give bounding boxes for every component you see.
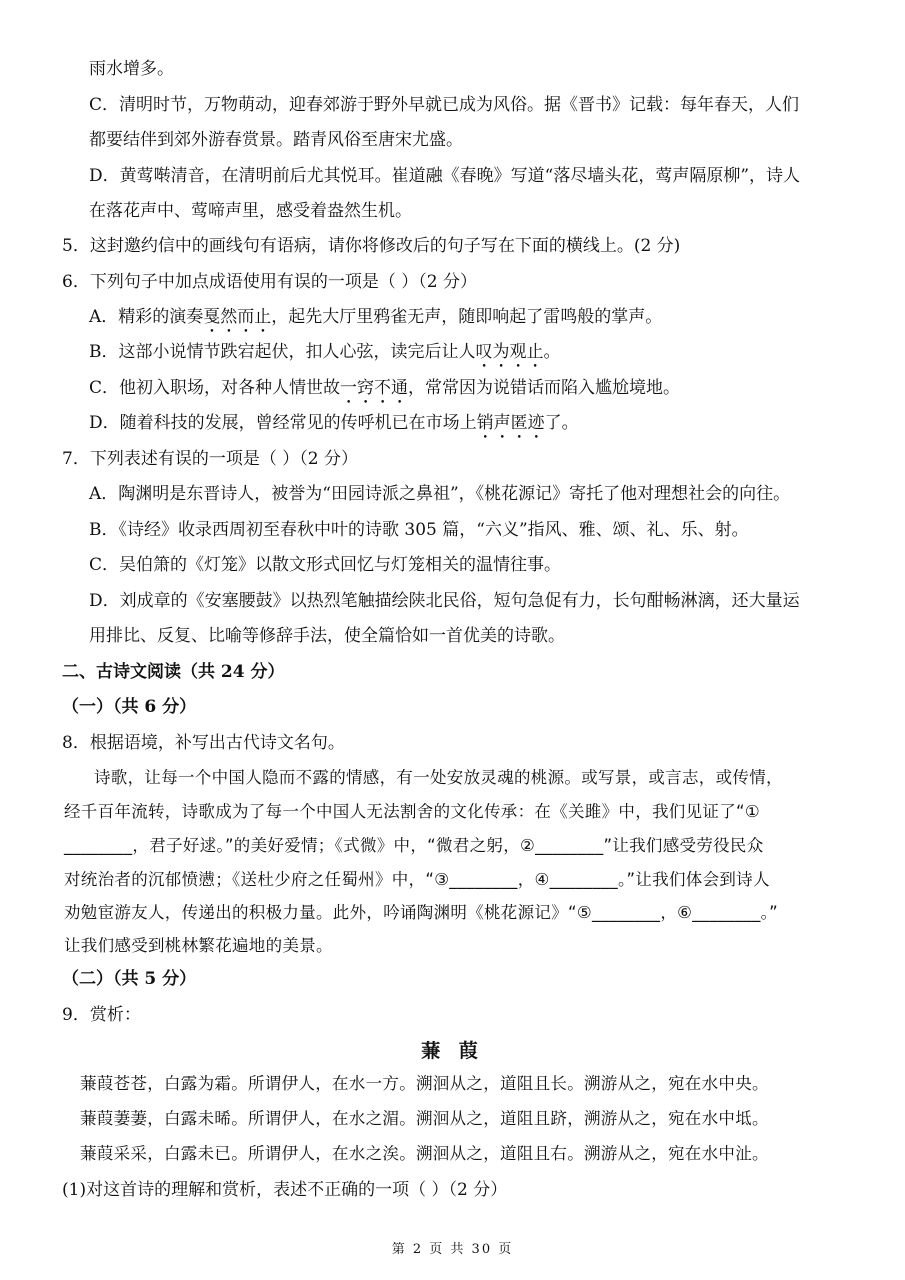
q6-d-idiom: 销声匿迹 <box>476 413 545 433</box>
q8-passage-line2: 经千百年流转，诗歌成为了每一个中国人无法割舍的文化传承：在《关雎》中，我们见证了“① <box>64 802 760 821</box>
q6-option-c <box>89 376 680 408</box>
q8-passage-line1: 诗歌，让每一个中国人隐而不露的情感，有一处安放灵魂的桃源。或写景，或言志，或传情， <box>94 768 783 787</box>
page-number: 第 2 页 共 30 页 <box>391 1242 514 1257</box>
q7-stem: 7．下列表述有误的一项是（ ）（2 分） <box>62 449 358 469</box>
q7-option-d-line1: D．刘成章的《安塞腰鼓》以热烈笔触描绘陕北民俗，短句急促有力，长句酣畅淋漓，还大量运 <box>89 591 800 611</box>
section2-part2: （二）（共 5 分） <box>62 969 197 989</box>
poem-title: 蒹 葭 <box>421 1040 484 1062</box>
q6-c-post: ，常常因为说错话而陷入尴尬境地。 <box>408 378 681 398</box>
q6-option-d <box>89 411 579 443</box>
poem-stanza1: 蒹葭苍苍，白露为霜。所谓伊人，在水一方。溯洄从之，道阻且长。溯游从之，宛在水中央。 <box>80 1074 769 1093</box>
q8-passage-line3: ________，君子好逑。”的美好爱情；《式微》中，“微君之躬，②________”让我们感受劳役民众 <box>64 836 764 855</box>
q7-option-c: C．吴伯箫的《灯笼》以散文形式回忆与灯笼相关的温情往事。 <box>89 555 562 575</box>
q6-a-post: ，起先大厅里鸦雀无声，随即响起了雷鸣般的掌声。 <box>271 307 663 327</box>
q8-passage-line4: 对统治者的沉郁愤懑；《送杜少府之任蜀州》中，“③________，④________。”让我们体会到诗人 <box>64 870 770 889</box>
q4-option-d-line2: 在落花声中、莺啼声里，感受着盎然生机。 <box>89 201 412 221</box>
q5-stem: 5．这封邀约信中的画线句有语病，请你将修改后的句子写在下面的横线上。(2 分) <box>62 236 681 256</box>
q7-option-a: A．陶渊明是东晋诗人，被誉为“田园诗派之鼻祖”，《桃花源记》寄托了他对理想社会的向往。 <box>89 484 791 504</box>
q4-option-c-line2: 都要结伴到郊外游春赏景。踏青风俗至唐宋尤盛。 <box>89 130 463 150</box>
poem-stanza3: 蒹葭采采，白露未已。所谓伊人，在水之涘。溯洄从之，道阻且右。溯游从之，宛在水中沚。 <box>80 1144 769 1163</box>
q6-stem: 6．下列句子中加点成语使用有误的一项是（ ）（2 分） <box>62 272 477 292</box>
q6-d-pre: D．随着科技的发展，曾经常见的传呼机已在市场上 <box>89 413 477 433</box>
q6-option-a <box>89 305 662 337</box>
poem-stanza2: 蒹葭萋萋，白露未晞。所谓伊人，在水之湄。溯洄从之，道阻且跻，溯游从之，宛在水中坻。 <box>80 1109 769 1128</box>
q4-tail: 雨水增多。 <box>89 59 174 79</box>
q4-option-c-line1: C．清明时节，万物萌动，迎春郊游于野外早就已成为风俗。据《晋书》记载：每年春天，人们 <box>89 95 800 115</box>
q6-b-post: 。 <box>543 342 561 362</box>
section2-part1: （一）（共 6 分） <box>62 697 197 717</box>
q6-c-idiom: 一窍不通 <box>340 378 409 398</box>
q8-stem: 8．根据语境，补写出古代诗文名句。 <box>62 733 345 753</box>
q6-a-idiom: 戛然而止 <box>203 307 272 327</box>
q8-passage-line6: 让我们感受到桃林繁花遍地的美景。 <box>64 936 333 955</box>
q4-option-d-line1: D．黄莺啭清音，在清明前后尤其悦耳。崔道融《春晚》写道“落尽墙头花，莺声隔原柳”，诗人 <box>89 166 801 186</box>
q7-option-d-line2: 用排比、反复、比喻等修辞手法，使全篇恰如一首优美的诗歌。 <box>89 626 565 646</box>
q6-c-pre: C．他初入职场，对各种人情世故 <box>89 378 341 398</box>
q9-stem: 9．赏析： <box>62 1005 141 1025</box>
section2-title: 二、古诗文阅读（共 24 分） <box>62 662 285 682</box>
q6-b-idiom: 叹为观止 <box>475 342 544 362</box>
q6-b-pre: B．这部小说情节跌宕起伏，扣人心弦，读完后让人 <box>89 342 476 362</box>
q6-option-b <box>89 340 561 372</box>
q6-d-post: 了。 <box>544 413 579 433</box>
q8-passage-line5: 劝勉宦游友人，传递出的积极力量。此外，吟诵陶渊明《桃花源记》“⑤________，⑥________。” <box>64 903 779 922</box>
q7-option-b: B．《诗经》收录西周初至春秋中叶的诗歌 305 篇，“六义”指风、雅、颂、礼、乐、射。 <box>89 520 749 540</box>
q9-subquestion1: (1)对这首诗的理解和赏析，表述不正确的一项（ ）（2 分） <box>62 1180 508 1200</box>
q6-a-pre: A．精彩的演奏 <box>89 307 204 327</box>
